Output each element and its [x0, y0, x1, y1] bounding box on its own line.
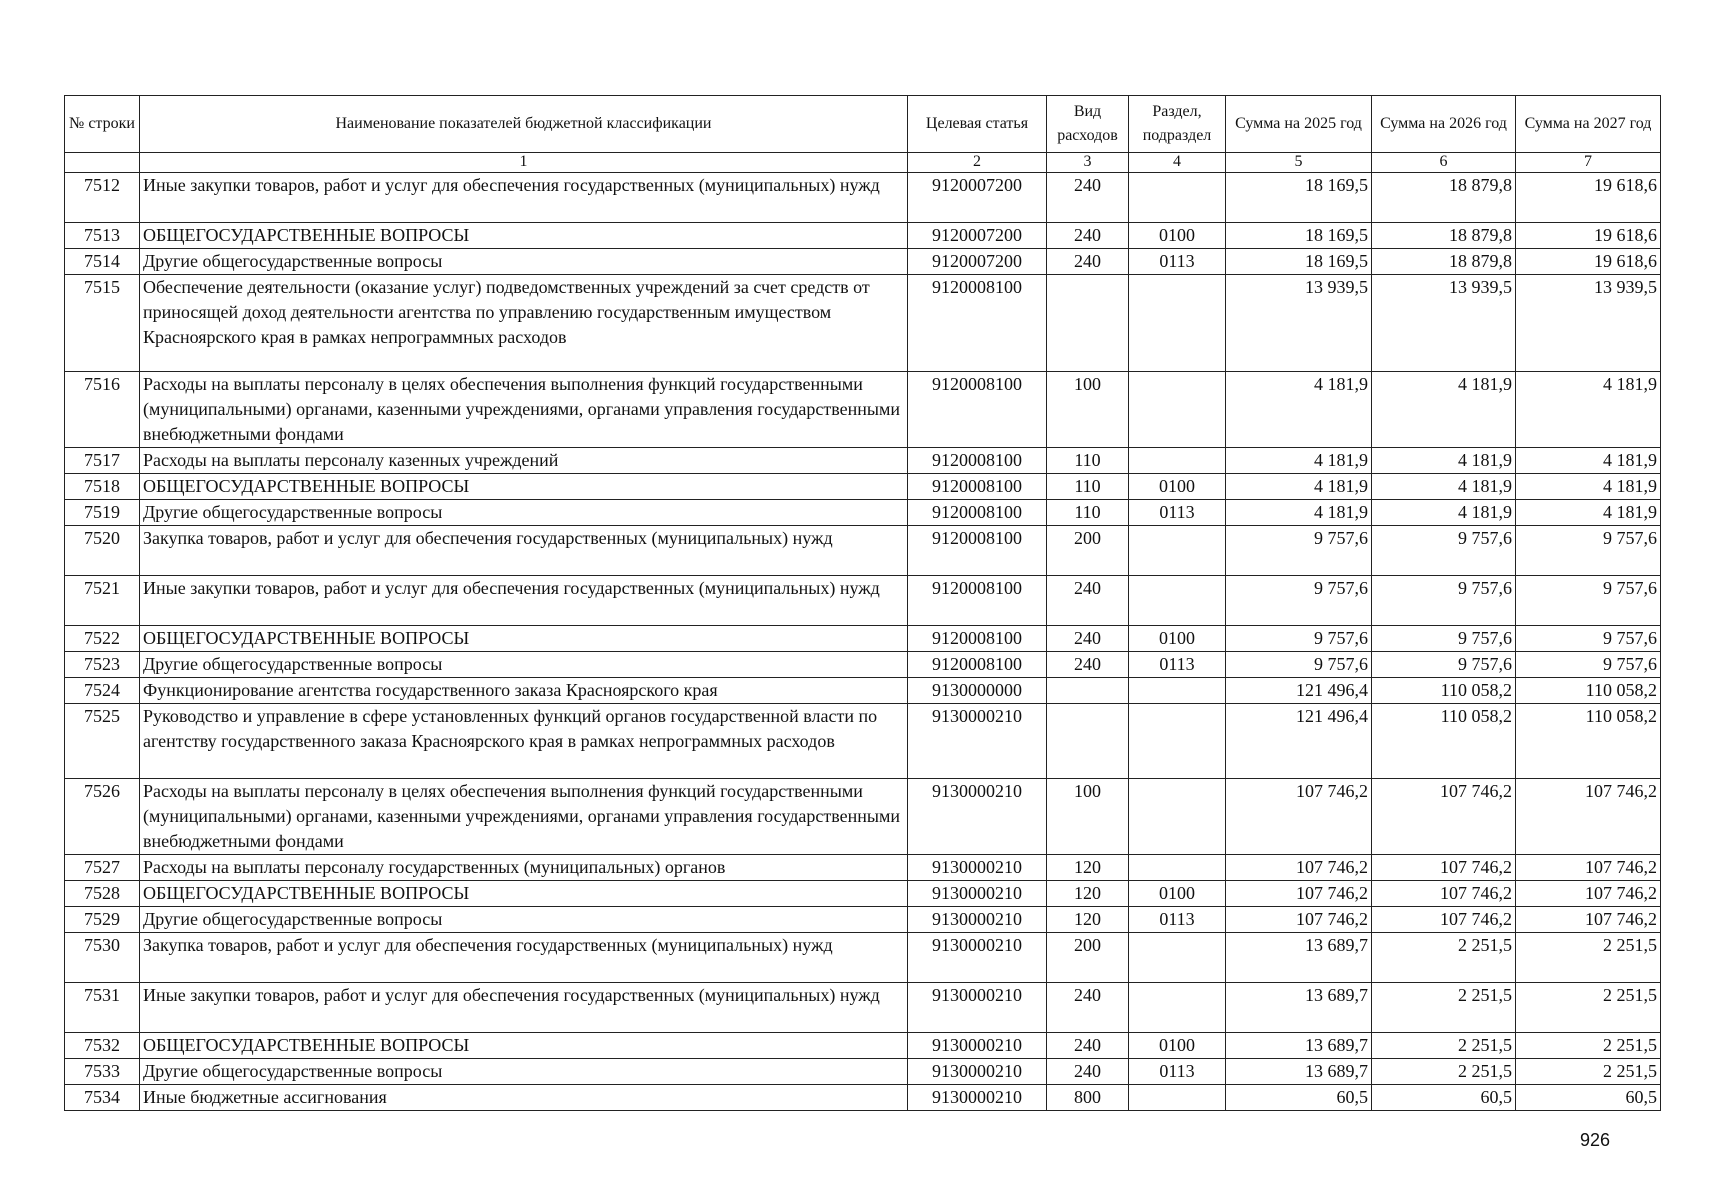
row-target-article: 9130000210	[908, 704, 1047, 779]
header-target-article: Целевая статья	[908, 96, 1047, 153]
row-target-article: 9130000210	[908, 779, 1047, 855]
row-sum-2026: 9 757,6	[1372, 652, 1516, 678]
row-target-article: 9120008100	[908, 652, 1047, 678]
row-expense-type: 100	[1047, 372, 1129, 448]
row-sum-2025: 9 757,6	[1226, 576, 1372, 626]
row-section	[1129, 933, 1226, 983]
table-row	[65, 474, 1661, 500]
row-sum-2027: 4 181,9	[1516, 500, 1661, 526]
row-expense-type: 240	[1047, 249, 1129, 275]
row-target-article: 9120008100	[908, 474, 1047, 500]
row-target-article: 9120008100	[908, 576, 1047, 626]
row-target-article: 9120007200	[908, 223, 1047, 249]
table-row	[65, 576, 1661, 626]
row-sum-2025: 4 181,9	[1226, 500, 1372, 526]
table-row	[65, 983, 1661, 1033]
column-number: 3	[1047, 153, 1129, 173]
row-expense-type: 120	[1047, 907, 1129, 933]
table-row	[65, 275, 1661, 372]
row-sum-2027: 4 181,9	[1516, 448, 1661, 474]
row-number: 7524	[65, 678, 140, 704]
row-target-article: 9120008100	[908, 372, 1047, 448]
row-sum-2027: 19 618,6	[1516, 173, 1661, 223]
row-sum-2025: 18 169,5	[1226, 173, 1372, 223]
row-section	[1129, 855, 1226, 881]
table-row	[65, 249, 1661, 275]
row-sum-2026: 9 757,6	[1372, 526, 1516, 576]
row-section: 0113	[1129, 500, 1226, 526]
table-row	[65, 1059, 1661, 1085]
row-sum-2027: 110 058,2	[1516, 678, 1661, 704]
row-sum-2025: 13 689,7	[1226, 983, 1372, 1033]
row-section: 0100	[1129, 474, 1226, 500]
row-sum-2027: 19 618,6	[1516, 249, 1661, 275]
row-name: Другие общегосударственные вопросы	[140, 1059, 908, 1085]
row-expense-type: 110	[1047, 474, 1129, 500]
row-number: 7522	[65, 626, 140, 652]
column-number: 5	[1226, 153, 1372, 173]
row-target-article: 9130000210	[908, 1033, 1047, 1059]
row-section: 0100	[1129, 223, 1226, 249]
row-section: 0100	[1129, 626, 1226, 652]
row-sum-2026: 18 879,8	[1372, 223, 1516, 249]
row-target-article: 9130000210	[908, 933, 1047, 983]
header-sum-2025: Сумма на 2025 год	[1226, 96, 1372, 153]
row-number: 7527	[65, 855, 140, 881]
row-sum-2026: 60,5	[1372, 1085, 1516, 1111]
row-sum-2025: 9 757,6	[1226, 652, 1372, 678]
table-row	[65, 779, 1661, 855]
row-sum-2027: 2 251,5	[1516, 1033, 1661, 1059]
row-sum-2025: 107 746,2	[1226, 779, 1372, 855]
row-sum-2025: 107 746,2	[1226, 855, 1372, 881]
row-sum-2026: 2 251,5	[1372, 1033, 1516, 1059]
row-sum-2027: 110 058,2	[1516, 704, 1661, 779]
row-number: 7521	[65, 576, 140, 626]
column-number: 1	[140, 153, 908, 173]
row-sum-2025: 9 757,6	[1226, 526, 1372, 576]
row-section: 0113	[1129, 652, 1226, 678]
row-number: 7531	[65, 983, 140, 1033]
table-row	[65, 881, 1661, 907]
row-name: Иные закупки товаров, работ и услуг для обеспечения государственных (муниципальных) нужд	[140, 576, 908, 626]
row-sum-2027: 107 746,2	[1516, 907, 1661, 933]
row-number: 7520	[65, 526, 140, 576]
row-name: Обеспечение деятельности (оказание услуг) подведомственных учреждений за счет средств от приносящей доход деятельности агентства по управлению государственным имуществом Красноярского края в рамках непрограммных расходов	[140, 275, 908, 372]
row-sum-2026: 4 181,9	[1372, 448, 1516, 474]
row-sum-2025: 107 746,2	[1226, 907, 1372, 933]
row-expense-type: 240	[1047, 1033, 1129, 1059]
table-row	[65, 933, 1661, 983]
table-row	[65, 678, 1661, 704]
row-sum-2026: 4 181,9	[1372, 474, 1516, 500]
row-sum-2027: 9 757,6	[1516, 576, 1661, 626]
row-section: 0113	[1129, 907, 1226, 933]
row-section	[1129, 678, 1226, 704]
row-expense-type: 120	[1047, 881, 1129, 907]
row-expense-type: 240	[1047, 223, 1129, 249]
row-number: 7514	[65, 249, 140, 275]
row-sum-2026: 107 746,2	[1372, 779, 1516, 855]
header-row	[65, 96, 1661, 153]
row-name: Иные закупки товаров, работ и услуг для обеспечения государственных (муниципальных) нужд	[140, 983, 908, 1033]
row-sum-2026: 18 879,8	[1372, 173, 1516, 223]
row-section	[1129, 1085, 1226, 1111]
row-target-article: 9130000000	[908, 678, 1047, 704]
row-name: Другие общегосударственные вопросы	[140, 652, 908, 678]
column-number: 4	[1129, 153, 1226, 173]
row-sum-2027: 107 746,2	[1516, 881, 1661, 907]
table-row	[65, 1033, 1661, 1059]
row-name: Иные закупки товаров, работ и услуг для обеспечения государственных (муниципальных) нужд	[140, 173, 908, 223]
header-name: Наименование показателей бюджетной классификации	[140, 96, 908, 153]
row-sum-2025: 107 746,2	[1226, 881, 1372, 907]
row-number: 7529	[65, 907, 140, 933]
row-sum-2025: 4 181,9	[1226, 372, 1372, 448]
row-sum-2026: 9 757,6	[1372, 576, 1516, 626]
row-section	[1129, 576, 1226, 626]
row-name: ОБЩЕГОСУДАРСТВЕННЫЕ ВОПРОСЫ	[140, 1033, 908, 1059]
row-sum-2025: 121 496,4	[1226, 678, 1372, 704]
column-number-row	[65, 153, 1661, 173]
row-name: Иные бюджетные ассигнования	[140, 1085, 908, 1111]
row-name: Другие общегосударственные вопросы	[140, 249, 908, 275]
header-sum-2026: Сумма на 2026 год	[1372, 96, 1516, 153]
row-sum-2027: 13 939,5	[1516, 275, 1661, 372]
header-section: Раздел, подраздел	[1129, 96, 1226, 153]
row-expense-type	[1047, 704, 1129, 779]
row-name: ОБЩЕГОСУДАРСТВЕННЫЕ ВОПРОСЫ	[140, 474, 908, 500]
table-row	[65, 704, 1661, 779]
row-name: Закупка товаров, работ и услуг для обеспечения государственных (муниципальных) нужд	[140, 933, 908, 983]
row-sum-2025: 60,5	[1226, 1085, 1372, 1111]
row-number: 7513	[65, 223, 140, 249]
row-sum-2025: 13 689,7	[1226, 1033, 1372, 1059]
row-sum-2027: 2 251,5	[1516, 983, 1661, 1033]
row-expense-type: 240	[1047, 576, 1129, 626]
row-target-article: 9120007200	[908, 173, 1047, 223]
row-name: Другие общегосударственные вопросы	[140, 907, 908, 933]
row-sum-2025: 18 169,5	[1226, 223, 1372, 249]
row-number: 7533	[65, 1059, 140, 1085]
row-sum-2026: 107 746,2	[1372, 881, 1516, 907]
row-target-article: 9120008100	[908, 275, 1047, 372]
row-sum-2026: 4 181,9	[1372, 372, 1516, 448]
row-section	[1129, 779, 1226, 855]
row-name: Функционирование агентства государственного заказа Красноярского края	[140, 678, 908, 704]
row-section: 0113	[1129, 249, 1226, 275]
header-expense-type: Вид расходов	[1047, 96, 1129, 153]
row-sum-2027: 9 757,6	[1516, 626, 1661, 652]
row-target-article: 9120008100	[908, 526, 1047, 576]
row-name: Расходы на выплаты персоналу в целях обеспечения выполнения функций государственными (муниципальными) органами, казенными учреждениями, органами управления государственными внебюджетными фондами	[140, 372, 908, 448]
row-sum-2027: 9 757,6	[1516, 526, 1661, 576]
budget-table-container	[64, 95, 1660, 1111]
row-section	[1129, 526, 1226, 576]
table-row	[65, 223, 1661, 249]
row-number: 7516	[65, 372, 140, 448]
header-row-number: № строки	[65, 96, 140, 153]
table-row	[65, 855, 1661, 881]
row-sum-2026: 110 058,2	[1372, 678, 1516, 704]
row-expense-type: 240	[1047, 983, 1129, 1033]
row-number: 7523	[65, 652, 140, 678]
row-name: ОБЩЕГОСУДАРСТВЕННЫЕ ВОПРОСЫ	[140, 626, 908, 652]
row-sum-2026: 2 251,5	[1372, 933, 1516, 983]
table-row	[65, 1085, 1661, 1111]
row-target-article: 9130000210	[908, 881, 1047, 907]
table-row	[65, 652, 1661, 678]
row-number: 7528	[65, 881, 140, 907]
row-sum-2027: 2 251,5	[1516, 1059, 1661, 1085]
row-sum-2025: 9 757,6	[1226, 626, 1372, 652]
row-expense-type	[1047, 678, 1129, 704]
row-sum-2026: 4 181,9	[1372, 500, 1516, 526]
row-name: Расходы на выплаты персоналу в целях обеспечения выполнения функций государственными (муниципальными) органами, казенными учреждениями, органами управления государственными внебюджетными фондами	[140, 779, 908, 855]
row-expense-type: 110	[1047, 500, 1129, 526]
row-section: 0100	[1129, 1033, 1226, 1059]
row-number: 7515	[65, 275, 140, 372]
row-number: 7517	[65, 448, 140, 474]
table-row	[65, 626, 1661, 652]
header-sum-2027: Сумма на 2027 год	[1516, 96, 1661, 153]
row-sum-2027: 4 181,9	[1516, 372, 1661, 448]
row-sum-2027: 4 181,9	[1516, 474, 1661, 500]
table-row	[65, 173, 1661, 223]
row-sum-2027: 107 746,2	[1516, 855, 1661, 881]
row-sum-2027: 2 251,5	[1516, 933, 1661, 983]
row-section	[1129, 448, 1226, 474]
row-section	[1129, 372, 1226, 448]
row-name: ОБЩЕГОСУДАРСТВЕННЫЕ ВОПРОСЫ	[140, 881, 908, 907]
row-section	[1129, 704, 1226, 779]
row-sum-2025: 18 169,5	[1226, 249, 1372, 275]
row-sum-2025: 13 689,7	[1226, 1059, 1372, 1085]
row-expense-type: 240	[1047, 1059, 1129, 1085]
row-name: Руководство и управление в сфере установленных функций органов государственной власти по агентству государственного заказа Красноярского края в рамках непрограммных расходов	[140, 704, 908, 779]
budget-table	[64, 95, 1661, 1111]
row-target-article: 9130000210	[908, 983, 1047, 1033]
row-sum-2026: 107 746,2	[1372, 907, 1516, 933]
row-name: ОБЩЕГОСУДАРСТВЕННЫЕ ВОПРОСЫ	[140, 223, 908, 249]
row-name: Расходы на выплаты персоналу государственных (муниципальных) органов	[140, 855, 908, 881]
table-body	[65, 173, 1661, 1111]
row-target-article: 9130000210	[908, 907, 1047, 933]
table-row	[65, 448, 1661, 474]
row-target-article: 9130000210	[908, 1085, 1047, 1111]
row-sum-2025: 4 181,9	[1226, 474, 1372, 500]
row-expense-type: 800	[1047, 1085, 1129, 1111]
page-number: 926	[1580, 1130, 1611, 1150]
row-expense-type: 110	[1047, 448, 1129, 474]
row-sum-2027: 9 757,6	[1516, 652, 1661, 678]
row-name: Другие общегосударственные вопросы	[140, 500, 908, 526]
row-number: 7534	[65, 1085, 140, 1111]
row-target-article: 9120007200	[908, 249, 1047, 275]
row-section	[1129, 275, 1226, 372]
row-name: Закупка товаров, работ и услуг для обеспечения государственных (муниципальных) нужд	[140, 526, 908, 576]
row-number: 7512	[65, 173, 140, 223]
table-row	[65, 907, 1661, 933]
row-sum-2027: 107 746,2	[1516, 779, 1661, 855]
row-target-article: 9120008100	[908, 626, 1047, 652]
row-sum-2025: 121 496,4	[1226, 704, 1372, 779]
row-expense-type: 200	[1047, 933, 1129, 983]
row-sum-2026: 2 251,5	[1372, 983, 1516, 1033]
row-sum-2027: 60,5	[1516, 1085, 1661, 1111]
row-expense-type: 240	[1047, 626, 1129, 652]
column-number: 7	[1516, 153, 1661, 173]
row-section: 0100	[1129, 881, 1226, 907]
row-number: 7530	[65, 933, 140, 983]
row-number: 7526	[65, 779, 140, 855]
row-target-article: 9120008100	[908, 500, 1047, 526]
row-section	[1129, 983, 1226, 1033]
row-sum-2026: 2 251,5	[1372, 1059, 1516, 1085]
row-sum-2026: 13 939,5	[1372, 275, 1516, 372]
row-sum-2026: 9 757,6	[1372, 626, 1516, 652]
row-expense-type	[1047, 275, 1129, 372]
row-expense-type: 200	[1047, 526, 1129, 576]
row-sum-2025: 4 181,9	[1226, 448, 1372, 474]
row-sum-2025: 13 689,7	[1226, 933, 1372, 983]
row-section	[1129, 173, 1226, 223]
column-number: 2	[908, 153, 1047, 173]
row-expense-type: 240	[1047, 652, 1129, 678]
table-row	[65, 526, 1661, 576]
row-expense-type: 120	[1047, 855, 1129, 881]
row-sum-2027: 19 618,6	[1516, 223, 1661, 249]
row-number: 7525	[65, 704, 140, 779]
table-row	[65, 372, 1661, 448]
row-number: 7532	[65, 1033, 140, 1059]
row-section: 0113	[1129, 1059, 1226, 1085]
row-name: Расходы на выплаты персоналу казенных учреждений	[140, 448, 908, 474]
row-expense-type: 100	[1047, 779, 1129, 855]
column-number-blank	[65, 153, 140, 173]
row-number: 7519	[65, 500, 140, 526]
row-target-article: 9120008100	[908, 448, 1047, 474]
row-number: 7518	[65, 474, 140, 500]
row-expense-type: 240	[1047, 173, 1129, 223]
row-sum-2026: 107 746,2	[1372, 855, 1516, 881]
row-target-article: 9130000210	[908, 1059, 1047, 1085]
row-sum-2026: 110 058,2	[1372, 704, 1516, 779]
column-number: 6	[1372, 153, 1516, 173]
row-target-article: 9130000210	[908, 855, 1047, 881]
row-sum-2025: 13 939,5	[1226, 275, 1372, 372]
row-sum-2026: 18 879,8	[1372, 249, 1516, 275]
table-row	[65, 500, 1661, 526]
